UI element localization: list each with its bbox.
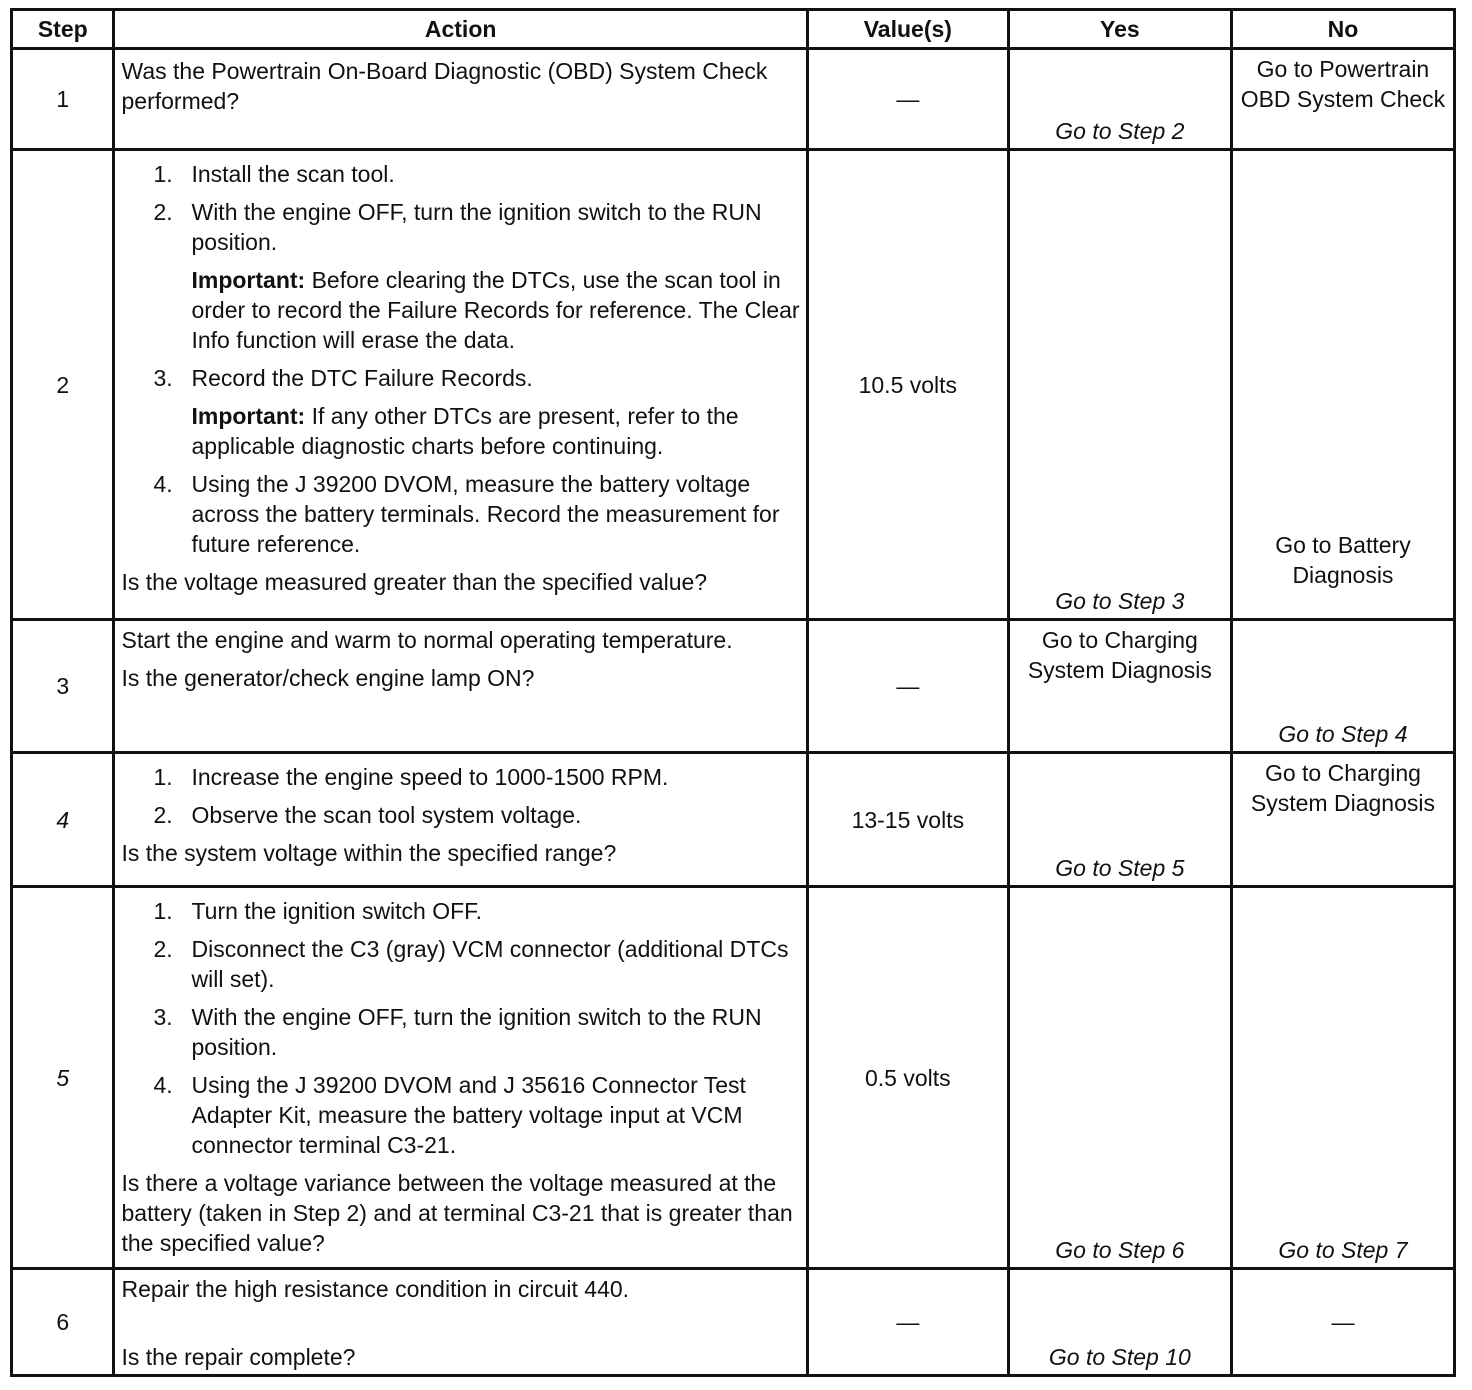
no-result: Go to Step 7 xyxy=(1278,1237,1408,1263)
action-cell xyxy=(114,753,807,887)
step-number: 3 xyxy=(12,620,114,753)
header-yes: Yes xyxy=(1008,10,1231,49)
yes-result: Go to Charging System Diagnosis xyxy=(1027,627,1212,683)
action-question: Is the system voltage within the specified range? xyxy=(121,840,617,866)
yes-result: Go to Step 6 xyxy=(1055,1237,1185,1263)
table-row xyxy=(12,620,1455,753)
step-number: 6 xyxy=(12,1269,114,1376)
no-cell xyxy=(1231,620,1454,753)
action-steps xyxy=(121,363,799,393)
action-question: Was the Powertrain On-Board Diagnostic (OBD) System Check performed? xyxy=(121,58,768,114)
value-cell: 13-15 volts xyxy=(807,753,1008,887)
step-number: 5 xyxy=(12,887,114,1269)
action-cell xyxy=(114,887,807,1269)
action-cell xyxy=(114,49,807,150)
value-cell: — xyxy=(807,49,1008,150)
no-cell xyxy=(1231,150,1454,620)
header-action: Action xyxy=(114,10,807,49)
diagnostic-table xyxy=(10,8,1456,1377)
no-cell: — xyxy=(1231,1269,1454,1376)
no-result: Go to Battery Diagnosis xyxy=(1275,532,1411,588)
action-step: 4. Using the J 39200 DVOM and J 35616 Connector Test Adapter Kit, measure the battery voltage input at VCM connector terminal C3-21. xyxy=(153,1072,746,1158)
action-steps xyxy=(121,762,799,830)
action-steps xyxy=(121,159,799,257)
yes-result: Go to Step 5 xyxy=(1055,855,1185,881)
no-cell xyxy=(1231,49,1454,150)
step-number: 4 xyxy=(12,753,114,887)
action-step: 2. Disconnect the C3 (gray) VCM connector (additional DTCs will set). xyxy=(153,936,789,992)
no-cell xyxy=(1231,753,1454,887)
header-row xyxy=(12,10,1455,49)
action-steps xyxy=(121,469,799,559)
yes-cell xyxy=(1008,49,1231,150)
yes-cell xyxy=(1008,753,1231,887)
action-step: 3. Record the DTC Failure Records. xyxy=(153,365,533,391)
step-number: 2 xyxy=(12,150,114,620)
action-question: Is the voltage measured greater than the specified value? xyxy=(121,569,708,595)
diagnostic-table-container xyxy=(10,8,1456,1377)
table-row xyxy=(12,887,1455,1269)
table-row xyxy=(12,49,1455,150)
yes-cell xyxy=(1008,620,1231,753)
action-step: 2. With the engine OFF, turn the ignition switch to the RUN position. xyxy=(153,199,762,255)
no-result: Go to Powertrain OBD System Check xyxy=(1240,56,1446,112)
action-question: Is the generator/check engine lamp ON? xyxy=(121,665,535,691)
no-result: Go to Charging System Diagnosis xyxy=(1250,760,1435,816)
value-cell: — xyxy=(807,1269,1008,1376)
no-cell xyxy=(1231,887,1454,1269)
table-row xyxy=(12,1269,1455,1376)
value-cell: 0.5 volts xyxy=(807,887,1008,1269)
action-question: Is the repair complete? xyxy=(121,1344,356,1370)
action-cell xyxy=(114,150,807,620)
action-steps xyxy=(121,896,799,1160)
action-question: Is there a voltage variance between the voltage measured at the battery (taken in Step 2) and at terminal C3-21 that is greater than the specified value? xyxy=(121,1170,793,1256)
action-step: 1. Turn the ignition switch OFF. xyxy=(153,898,483,924)
step-number: 1 xyxy=(12,49,114,150)
header-no: No xyxy=(1231,10,1454,49)
action-step: 1. Increase the engine speed to 1000-1500 RPM. xyxy=(153,764,669,790)
action-step: 3. With the engine OFF, turn the ignition switch to the RUN position. xyxy=(153,1004,762,1060)
value-cell: 10.5 volts xyxy=(807,150,1008,620)
header-values: Value(s) xyxy=(807,10,1008,49)
table-row xyxy=(12,150,1455,620)
no-result: Go to Step 4 xyxy=(1278,721,1408,747)
yes-cell xyxy=(1008,1269,1231,1376)
action-cell xyxy=(114,620,807,753)
important-note: Important: Before clearing the DTCs, use the scan tool in order to record the Failure Records for reference. The Clear Info function will erase the data. xyxy=(191,267,800,353)
action-cell xyxy=(114,1269,807,1376)
action-lead: Repair the high resistance condition in circuit 440. xyxy=(121,1276,630,1302)
yes-cell xyxy=(1008,150,1231,620)
yes-result: Go to Step 3 xyxy=(1055,588,1185,614)
header-step: Step xyxy=(12,10,114,49)
action-step: 2. Observe the scan tool system voltage. xyxy=(153,802,582,828)
table-row xyxy=(12,753,1455,887)
yes-result: Go to Step 10 xyxy=(1048,1344,1191,1370)
yes-result: Go to Step 2 xyxy=(1055,118,1185,144)
action-step: 1. Install the scan tool. xyxy=(153,161,395,187)
yes-cell xyxy=(1008,887,1231,1269)
important-note: Important: If any other DTCs are present, refer to the applicable diagnostic charts before continuing. xyxy=(191,403,739,459)
value-cell: — xyxy=(807,620,1008,753)
action-step: 4. Using the J 39200 DVOM, measure the battery voltage across the battery terminals. Record the measurement for future reference. xyxy=(153,471,780,557)
action-lead: Start the engine and warm to normal operating temperature. xyxy=(121,627,733,653)
